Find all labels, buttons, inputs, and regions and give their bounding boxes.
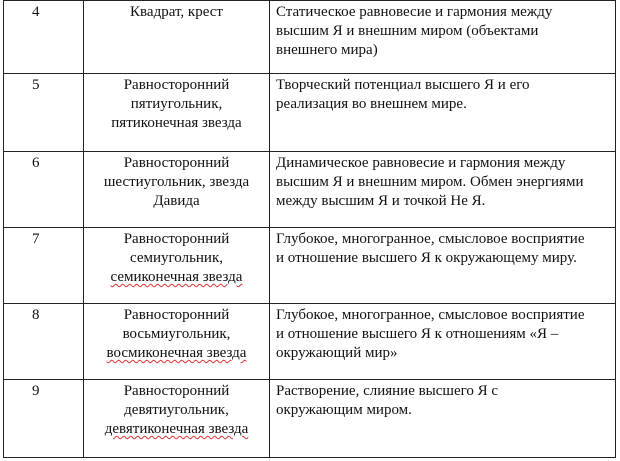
description-line: Статическое равновесие и гармония между [276,4,553,20]
shape-line: Равносторонний [123,383,230,399]
description-line: окружающим миром. [276,402,412,418]
description-line: и отношение высшего Я к окружающему миру. [276,250,577,266]
shape-line: Квадрат, крест [130,4,223,20]
description-cell [270,304,616,380]
description-line: внешнего мира) [276,42,378,58]
table-row [4,1,616,74]
shape-line: девятиугольник, [124,402,229,418]
shape-cell [84,1,270,74]
description-cell [270,228,616,304]
description-cell [270,380,616,458]
description-line: Динамическое равновесие и гармония между [276,155,566,171]
shape-line: восмиконечная звезда [106,345,247,361]
symbols-table [3,0,616,458]
description-line: высшим Я и внешним миром. Обмен энергиями [276,174,584,190]
row-number [4,304,84,380]
table-row [4,74,616,152]
shape-line: шестиугольник, звезда [103,174,250,190]
description-cell [270,74,616,152]
shape-cell [84,380,270,458]
description-line: и отношение высшего Я к отношениям «Я – [276,326,559,342]
row-number [4,152,84,228]
row-number [4,74,84,152]
row-number [4,380,84,458]
description-line: высшим Я и внешним миром (объектами [276,23,539,39]
row-number-text: 9 [32,383,40,399]
shape-line: пятиугольник, [130,96,223,112]
shape-cell [84,152,270,228]
description-cell [270,1,616,74]
shape-line: Равносторонний [123,231,230,247]
row-number-text: 5 [32,77,40,93]
table-row [4,152,616,228]
shape-line: пятиконечная звезда [111,115,242,131]
shape-line: Равносторонний [123,155,230,171]
description-cell [270,152,616,228]
shape-line: Давида [153,193,200,209]
shape-line: девятиконечная звезда [104,421,249,437]
description-line: Творческий потенциал высшего Я и его [276,77,530,93]
row-number-text: 7 [32,231,40,247]
shape-line: семиконечная звезда [110,269,243,285]
shape-cell [84,304,270,380]
row-number [4,1,84,74]
description-line: Глубокое, многогранное, смысловое восприятие [276,231,585,247]
description-line: Растворение, слияние высшего Я с [276,383,499,399]
row-number-text: 8 [32,307,40,323]
table-row [4,304,616,380]
shape-line: восьмиугольник, [122,326,231,342]
shape-line: семиугольник, [129,250,224,266]
row-number-text: 6 [32,155,40,171]
description-line: Глубокое, многогранное, смысловое восприятие [276,307,585,323]
row-number-text: 4 [32,4,40,20]
shape-cell [84,228,270,304]
shape-cell [84,74,270,152]
description-line: реализация во внешнем мире. [276,96,467,112]
table-row [4,380,616,458]
table-row [4,228,616,304]
row-number [4,228,84,304]
description-line: окружающий мир» [276,345,398,361]
description-line: между высшим Я и точкой Не Я. [276,193,486,209]
shape-line: Равносторонний [123,307,230,323]
shape-line: Равносторонний [123,77,230,93]
